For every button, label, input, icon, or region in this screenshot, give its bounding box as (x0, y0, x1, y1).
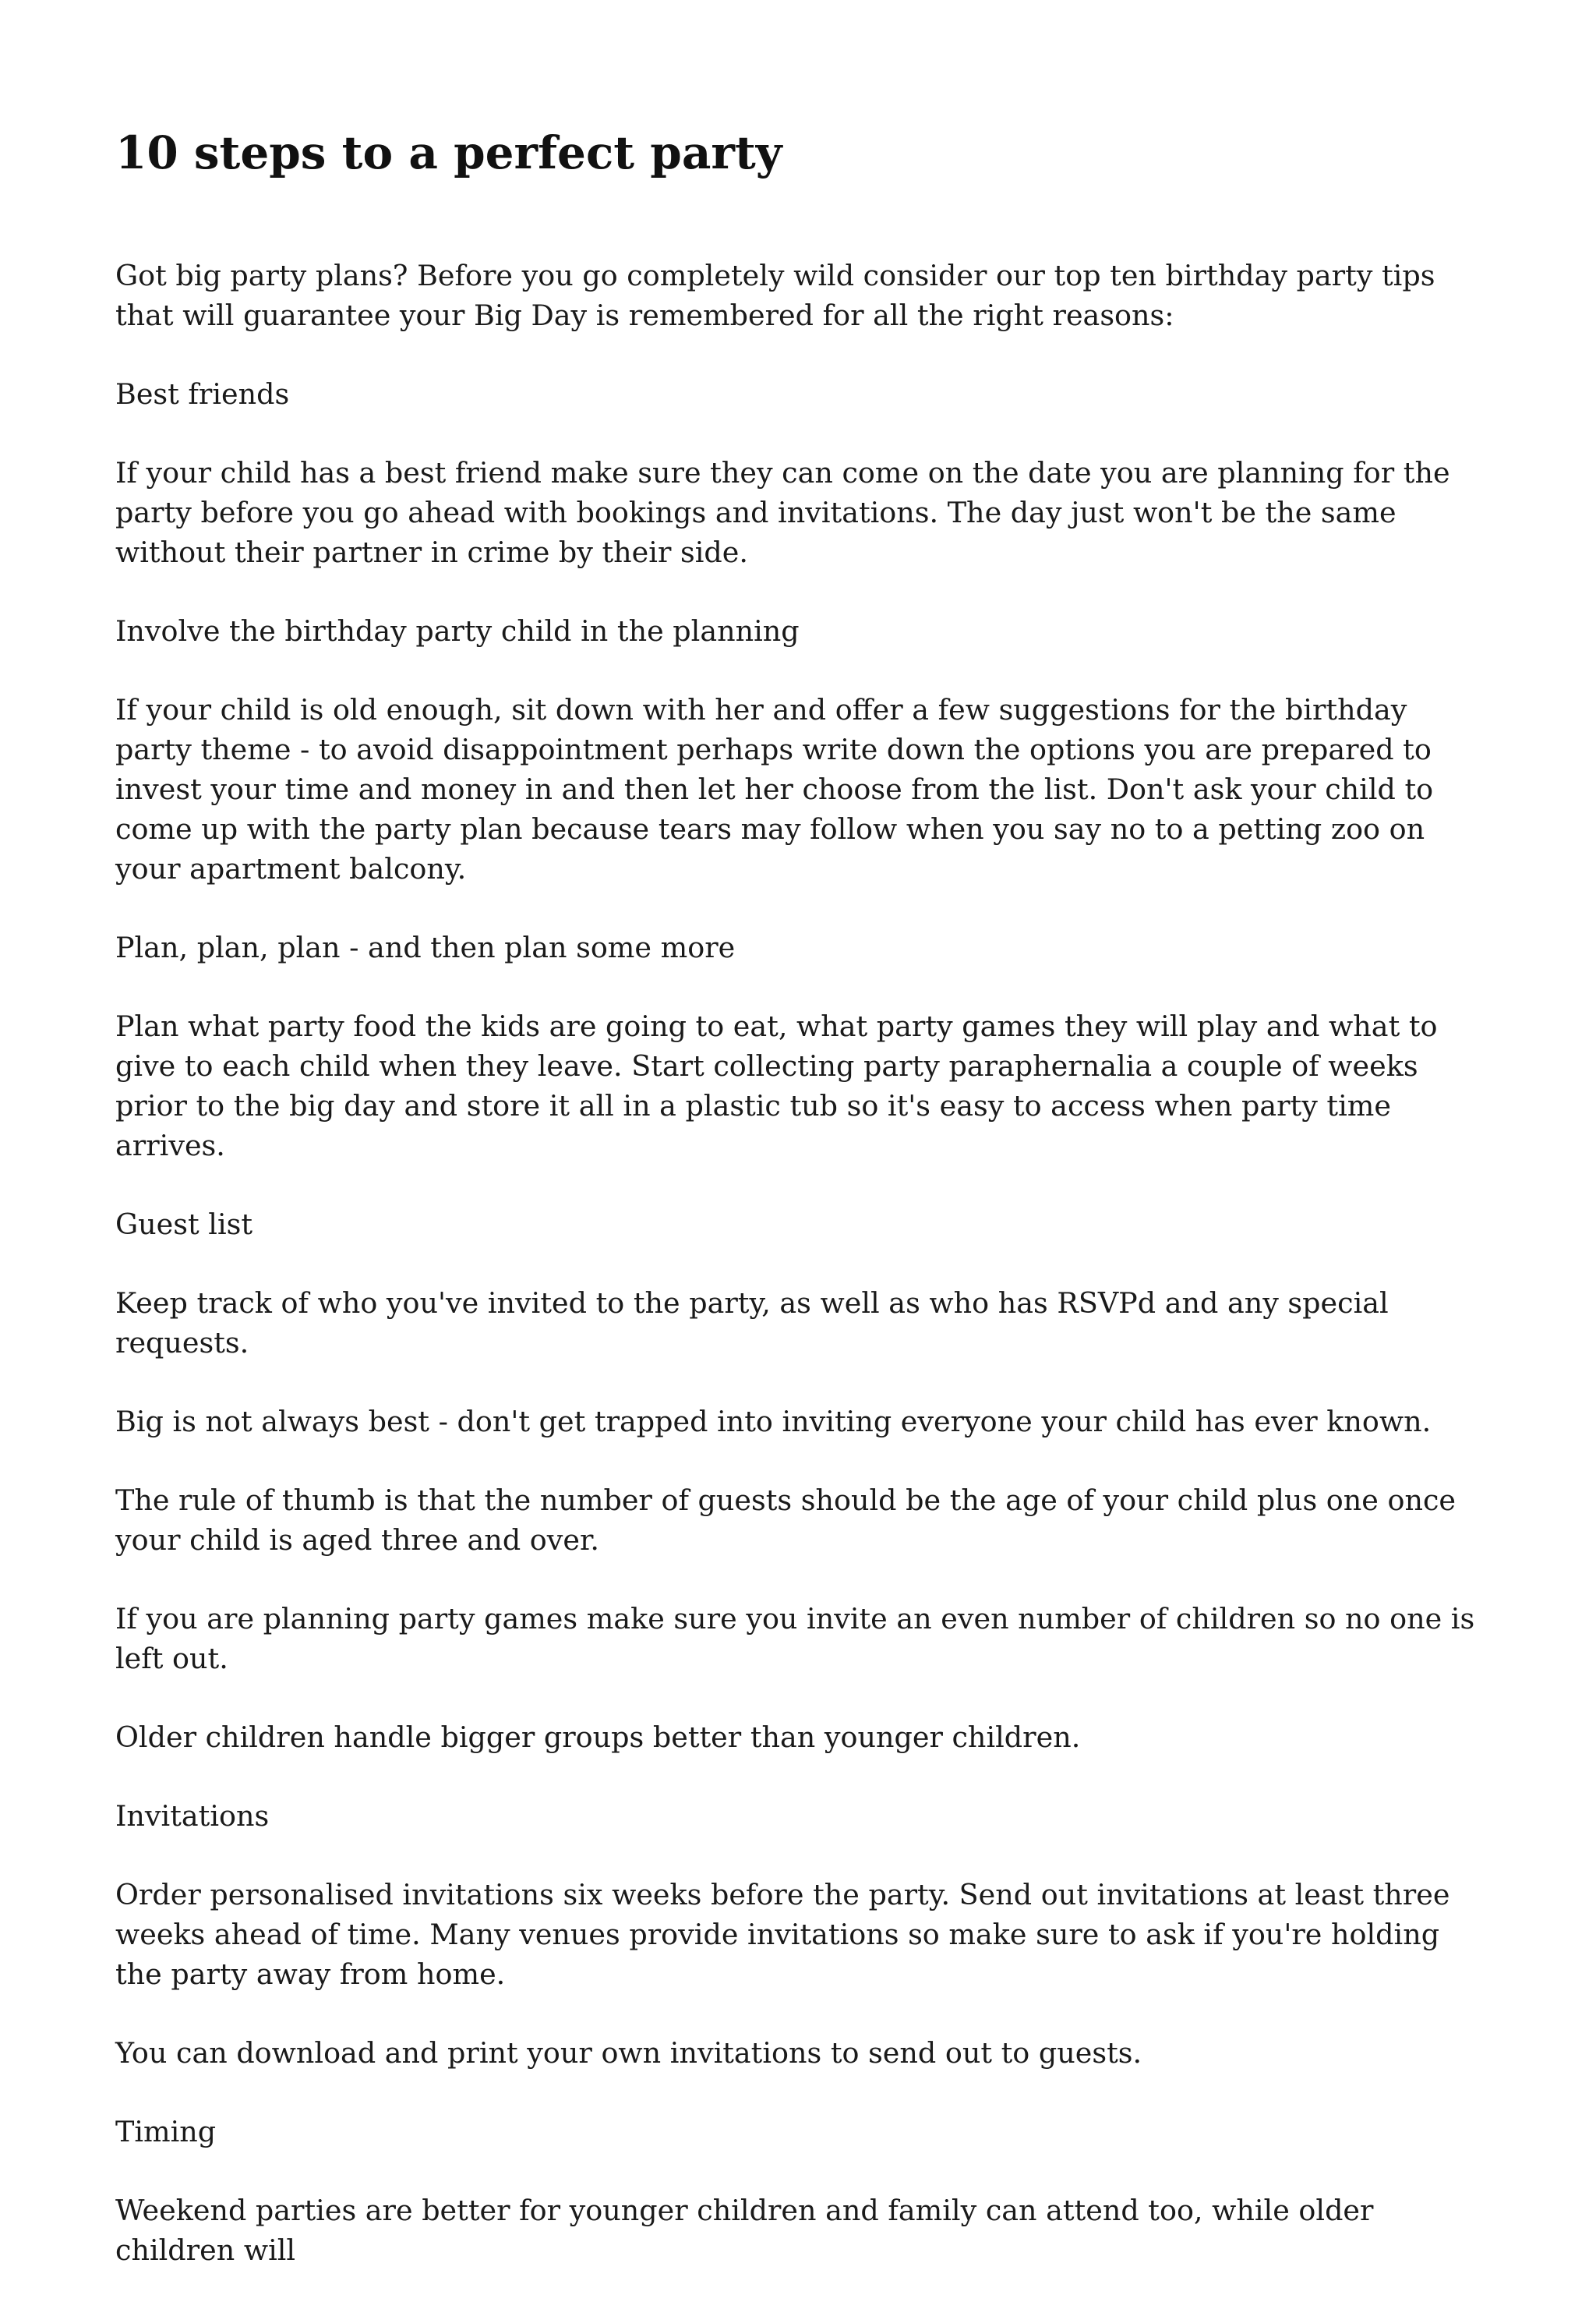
paragraph: Older children handle bigger groups better than younger children. (115, 1720, 1081, 1754)
section-heading-best-friends: Best friends (115, 377, 290, 411)
section-heading-plan: Plan, plan, plan - and then plan some more (115, 931, 736, 964)
paragraph: The rule of thumb is that the number of guests should be the age of your child plus one once your child is aged three and over. (115, 1483, 1456, 1557)
section-heading-guest-list: Guest list (115, 1208, 253, 1241)
section-heading-timing: Timing (115, 2115, 217, 2148)
document-body (115, 256, 1487, 2270)
paragraph: Big is not always best - don't get trapped into inviting everyone your child has ever known. (115, 1405, 1432, 1438)
paragraph: If your child is old enough, sit down with her and offer a few suggestions for the birthday party theme - to avoid disappointment perhaps write down the options you are prepared to invest your time and money in and then let her choose from the list. Don't ask your child to come up with the party plan because tears may follow when you say no to a petting zoo on your apartment balcony. (115, 693, 1434, 886)
section-heading-invitations: Invitations (115, 1799, 270, 1833)
paragraph: If your child has a best friend make sure they can come on the date you are planning for the party before you go ahead with bookings and invitations. The day just won't be the same without their partner in crime by their side. (115, 456, 1450, 569)
document-title: 10 steps to a perfect party (115, 126, 782, 179)
intro-paragraph: Got big party plans? Before you go completely wild consider our top ten birthday party tips that will guarantee your Big Day is remembered for all the right reasons: (115, 259, 1435, 332)
paragraph: If you are planning party games make sure you invite an even number of children so no one is left out. (115, 1602, 1475, 1675)
paragraph: Order personalised invitations six weeks before the party. Send out invitations at least three weeks ahead of time. Many venues provide invitations so make sure to ask if you're holding the party away from home. (115, 1878, 1450, 1991)
paragraph: Keep track of who you've invited to the party, as well as who has RSVPd and any special requests. (115, 1286, 1389, 1360)
document-page (115, 125, 1487, 2309)
paragraph: Weekend parties are better for younger children and family can attend too, while older children will (115, 2194, 1374, 2267)
paragraph: Plan what party food the kids are going to eat, what party games they will play and what to give to each child when they leave. Start collecting party paraphernalia a couple of weeks prior to the big day and store it all in a plastic tub so it's easy to access when party time arrives. (115, 1010, 1438, 1162)
paragraph: You can download and print your own invitations to send out to guests. (115, 2036, 1142, 2070)
section-heading-involve-child: Involve the birthday party child in the planning (115, 614, 800, 648)
